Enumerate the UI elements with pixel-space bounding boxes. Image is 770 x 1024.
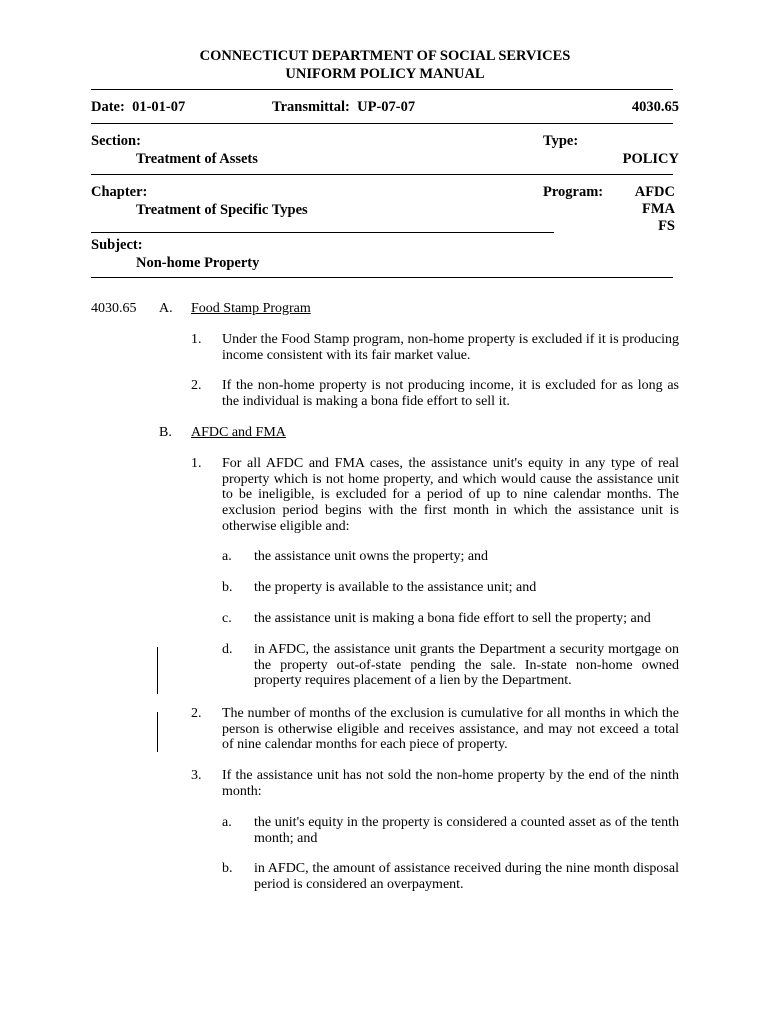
- manual-title: UNIFORM POLICY MANUAL: [285, 66, 485, 82]
- type-value: POLICY: [622, 151, 679, 167]
- b1-sub-c-text: the assistance unit is making a bona fide effort to sell the property; and: [254, 611, 651, 626]
- date-value: 01-01-07: [132, 99, 186, 115]
- a-item-2-number: 2.: [191, 378, 202, 393]
- program-fma: FMA: [641, 201, 675, 217]
- b-item-3-text: If the assistance unit has not sold the non-home property by the end of the ninth month:: [222, 768, 679, 799]
- header-rule: [91, 89, 673, 90]
- transmittal-label: Transmittal:: [272, 99, 350, 115]
- revision-bar: [157, 712, 158, 752]
- b1-sub-d-letter: d.: [222, 642, 233, 657]
- body-ref-number: 4030.65: [91, 301, 137, 316]
- revision-bar: [157, 647, 158, 694]
- section-label: Section:: [91, 133, 141, 149]
- section-a-heading: Food Stamp Program: [191, 301, 311, 316]
- program-label: Program:: [543, 184, 604, 200]
- b1-sub-b-letter: b.: [222, 580, 233, 595]
- type-label: Type:: [543, 133, 579, 149]
- a-item-2-text: If the non-home property is not producing income, it is excluded for as long as the individual is making a bona fide effort to sell it.: [222, 378, 679, 409]
- a-item-1-text: Under the Food Stamp program, non-home property is excluded if it is producing income consistent with its fair market value.: [222, 332, 679, 363]
- b1-sub-a-text: the assistance unit owns the property; and: [254, 549, 489, 564]
- b-item-1-number: 1.: [191, 456, 202, 471]
- b-item-3-number: 3.: [191, 768, 202, 783]
- program-afdc: AFDC: [634, 184, 675, 200]
- b1-sub-a-letter: a.: [222, 549, 232, 564]
- transmittal-field: [272, 99, 415, 116]
- b1-sub-b-text: the property is available to the assistance unit; and: [254, 580, 537, 595]
- chapter-value: Treatment of Specific Types: [136, 202, 308, 218]
- section-a-letter: A.: [159, 301, 173, 316]
- section-value: Treatment of Assets: [136, 151, 258, 167]
- chapter-label: Chapter:: [91, 184, 148, 200]
- chapter-rule: [91, 232, 554, 233]
- b3-sub-a-text: the unit's equity in the property is considered a counted asset as of the tenth month; and: [254, 815, 679, 846]
- subject-label: Subject:: [91, 237, 143, 253]
- b-item-2-number: 2.: [191, 706, 202, 721]
- subject-rule: [91, 277, 673, 278]
- b3-sub-a-letter: a.: [222, 815, 232, 830]
- b3-sub-b-letter: b.: [222, 861, 233, 876]
- b-item-1-text: For all AFDC and FMA cases, the assistance unit's equity in any type of real property which is not home property, and which would cause the assistance unit to be ineligible, is excluded for a period of up to nine calendar months. The exclusion period begins with the first month in which the assistance unit is otherwise eligible and:: [222, 456, 679, 534]
- program-fs: FS: [658, 218, 675, 234]
- b1-sub-c-letter: c.: [222, 611, 232, 626]
- section-b-letter: B.: [159, 425, 172, 440]
- b3-sub-b-text: in AFDC, the amount of assistance received during the nine month disposal period is considered an overpayment.: [254, 861, 679, 892]
- section-b-heading: AFDC and FMA: [191, 425, 286, 440]
- transmittal-value: UP-07-07: [357, 99, 416, 115]
- agency-title: CONNECTICUT DEPARTMENT OF SOCIAL SERVICES: [199, 48, 571, 64]
- program-values: [635, 184, 675, 235]
- date-field: [91, 99, 185, 116]
- subject-value: Non-home Property: [136, 255, 260, 271]
- policy-number: 4030.65: [631, 99, 679, 115]
- meta-rule: [91, 123, 673, 124]
- a-item-1-number: 1.: [191, 332, 202, 347]
- date-label: Date:: [91, 99, 125, 115]
- section-rule: [91, 174, 673, 175]
- b1-sub-d-text: in AFDC, the assistance unit grants the Department a security mortgage on the property out-of-state pending the sale. In-state non-home owned property requires placement of a lien by the Department.: [254, 642, 679, 689]
- b-item-2-text: The number of months of the exclusion is cumulative for all months in which the person is otherwise eligible and receives assistance, and may not exceed a total of nine calendar months for each piece of property.: [222, 706, 679, 753]
